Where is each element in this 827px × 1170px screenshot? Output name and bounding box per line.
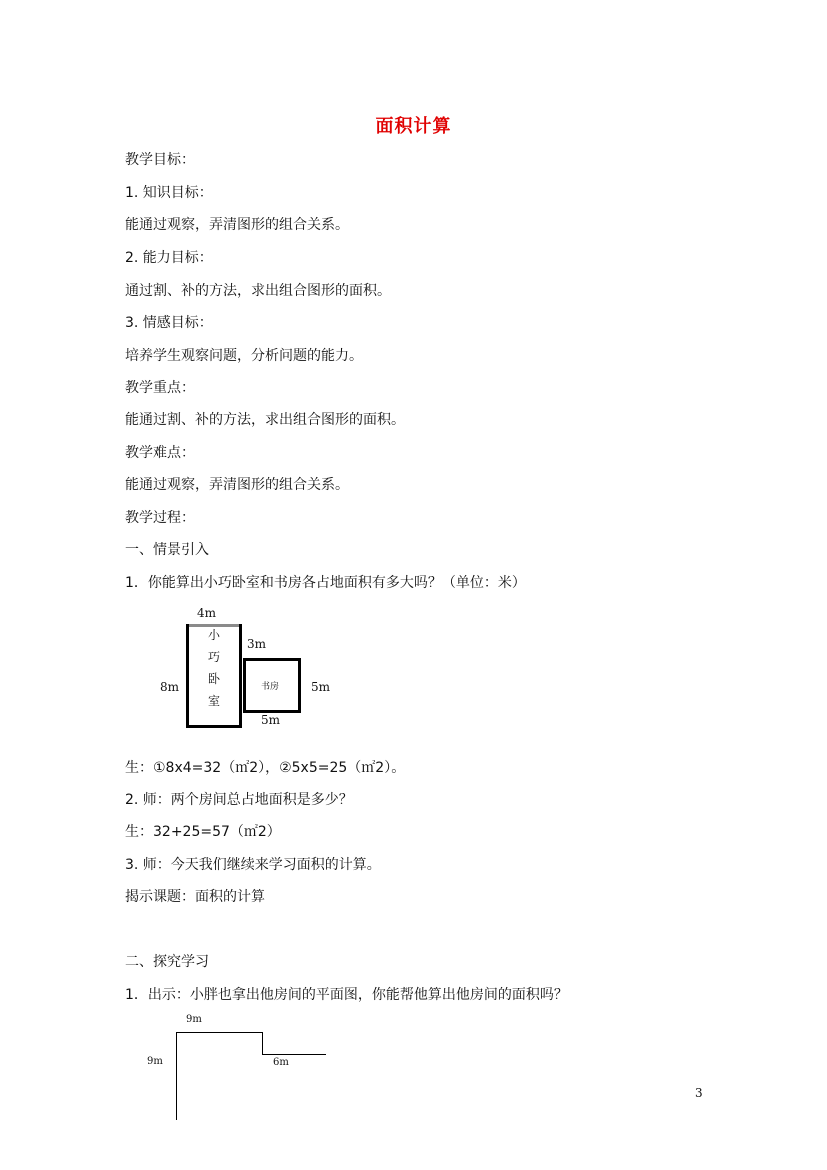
bedroom-label-char: 小	[207, 628, 220, 642]
bedroom-width-label: 4m	[197, 606, 217, 620]
paragraph-line: 揭示课题：面积的计算	[125, 889, 265, 905]
question-line: 1．你能算出小巧卧室和书房各占地面积有多大吗？（单位：米）	[125, 575, 526, 591]
paragraph-line: 能通过割、补的方法，求出组合图形的面积。	[125, 412, 405, 428]
paragraph-line: 2. 能力目标：	[125, 250, 213, 266]
room-height-label: 9m	[147, 1056, 163, 1067]
paragraph-line: 教学过程：	[125, 510, 195, 526]
paragraph-line: 能通过观察，弄清图形的组合关系。	[125, 477, 349, 493]
paragraph-line: 3. 师：今天我们继续来学习面积的计算。	[125, 857, 381, 873]
room-step-top-edge	[262, 1054, 326, 1055]
paragraph-line: 教学目标：	[125, 152, 195, 168]
document-title: 面积计算	[375, 116, 452, 137]
section-heading: 二、探究学习	[125, 954, 209, 970]
paragraph-line: 1. 知识目标：	[125, 185, 213, 201]
study-width-label: 5m	[261, 713, 281, 727]
study-gap-label: 3m	[247, 637, 267, 651]
paragraph-line: 教学难点：	[125, 445, 195, 461]
bedroom-label-char: 卧	[207, 672, 220, 686]
paragraph-line: 3. 情感目标：	[125, 315, 213, 331]
bedroom-top-gray-edge	[189, 624, 239, 627]
page-number: 3	[695, 1086, 703, 1100]
bedroom-label-char: 室	[207, 694, 220, 708]
answer-line: 生：①8x4=32（㎡2），②5x5=25（㎡2）。	[125, 760, 406, 776]
room-step-label: 6m	[273, 1057, 289, 1068]
paragraph-line: 通过割、补的方法，求出组合图形的面积。	[125, 283, 391, 299]
room-left-edge	[176, 1032, 177, 1120]
section-heading: 一、情景引入	[125, 542, 209, 558]
bedroom-label-char: 巧	[207, 650, 220, 664]
paragraph-line: 能通过观察，弄清图形的组合关系。	[125, 217, 349, 233]
paragraph-line: 培养学生观察问题，分析问题的能力。	[125, 348, 363, 364]
study-label: 书房	[261, 682, 280, 692]
study-height-label: 5m	[311, 680, 331, 694]
question-line: 1．出示：小胖也拿出他房间的平面图，你能帮他算出他房间的面积吗？	[125, 987, 568, 1003]
room-top-width-label: 9m	[186, 1014, 202, 1025]
room-top-edge	[176, 1032, 262, 1033]
bedroom-height-label: 8m	[160, 680, 180, 694]
room-step-edge	[262, 1032, 263, 1055]
answer-line: 生：32+25=57（㎡2）	[125, 824, 281, 840]
paragraph-line: 教学重点：	[125, 380, 195, 396]
question-line: 2. 师：两个房间总占地面积是多少？	[125, 792, 353, 808]
